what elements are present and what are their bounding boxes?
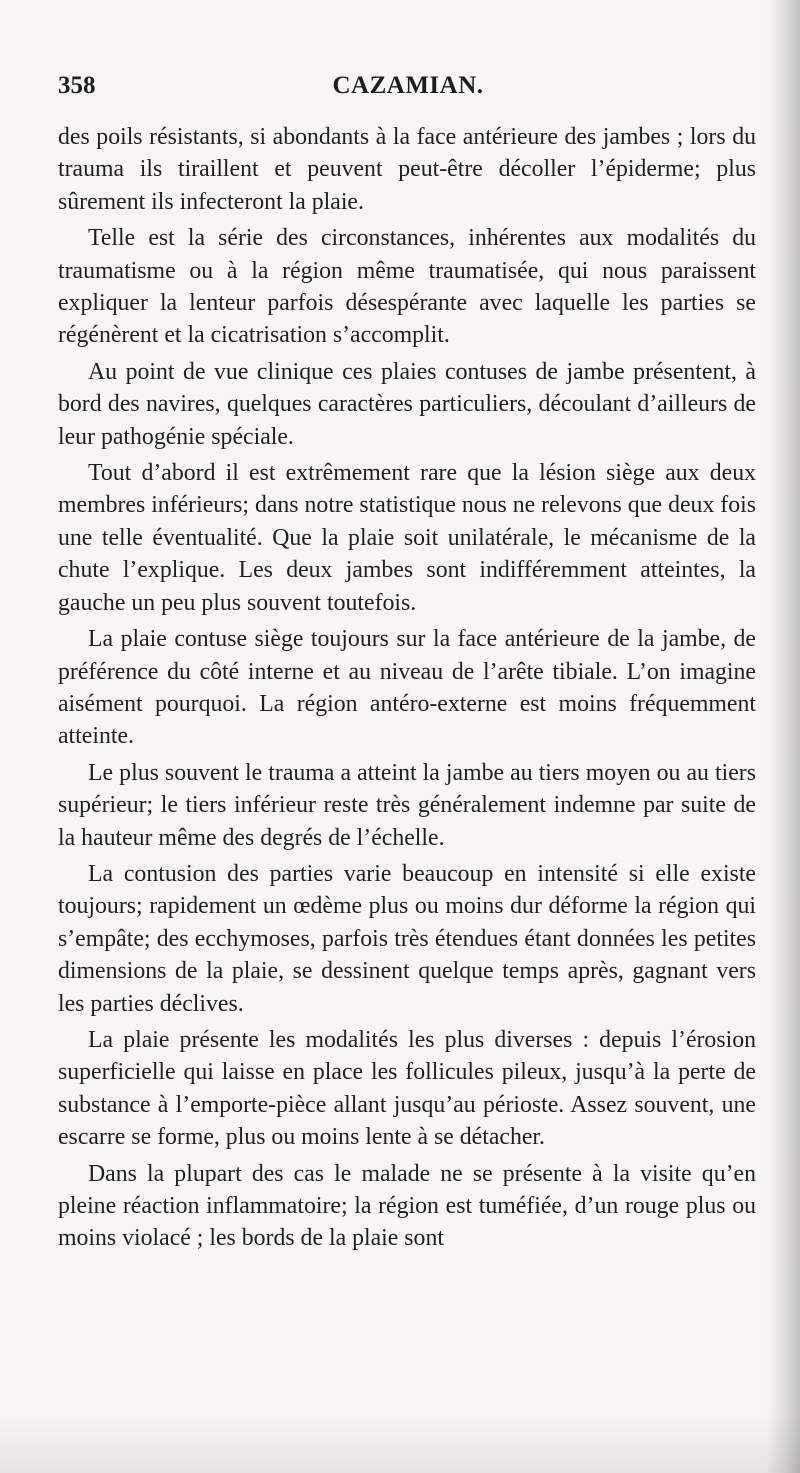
page-number: 358 [58, 72, 96, 99]
page-bottom-shade [0, 1413, 800, 1473]
page-header [58, 72, 758, 108]
paragraph: Telle est la série des circonstances, inhérentes aux modalités du traumatisme ou à la région même traumatisée, qui nous paraissent expliquer la lenteur parfois désespérante avec laquelle les parties se régénèrent et la cicatrisation s’accomplit. [58, 225, 756, 349]
paragraph: Dans la plupart des cas le malade ne se présente à la visite qu’en pleine réaction inflammatoire; la région est tuméfiée, d’un rouge plus ou moins violacé ; les bords de la plaie sont [58, 1160, 756, 1252]
paragraph: La plaie présente les modalités les plus diverses : depuis l’érosion superficielle qui laisse en place les follicules pileux, jusqu’à la perte de substance à l’emporte-pièce allant jusqu’au périoste. Assez souvent, une escarre se forme, plus ou moins lente à se détacher. [58, 1026, 756, 1151]
paragraph: Le plus souvent le trauma a atteint la jambe au tiers moyen ou au tiers supérieur; le tiers inférieur reste très généralement indemne par suite de la hauteur même des degrés de l’échelle. [58, 759, 756, 851]
paragraph: Tout d’abord il est extrêmement rare que la lésion siège aux deux membres inférieurs; dans notre statistique nous ne relevons que deux fois une telle éventualité. Que la plaie soit unilatérale, le mécanisme de la chute l’explique. Les deux jambes sont indifféremment atteintes, la gauche un peu plus souvent toutefois. [58, 460, 756, 616]
paragraph-continued: des poils résistants, si abondants à la face antérieure des jambes ; lors du trauma ils tiraillent et peuvent peut-être décoller l’épiderme; plus sûrement ils infecteront la plaie. [58, 124, 756, 215]
paragraph: La contusion des parties varie beaucoup en intensité si elle existe toujours; rapidement un œdème plus ou moins dur déforme la région qui s’empâte; des ecchymoses, parfois très étendues étant données les petites dimensions de la plaie, se dessinent quelque temps après, gagnant vers les parties déclives. [58, 860, 756, 1017]
page-body [58, 121, 756, 1259]
page-edge-shadow [766, 0, 800, 1473]
paragraph: La plaie contuse siège toujours sur la face antérieure de la jambe, de préférence du côté interne et au niveau de l’arête tibiale. L’on imagine aisément pourquoi. La région antéro-externe est moins fréquemment atteinte. [58, 626, 756, 750]
running-head: CAZAMIAN. [332, 72, 484, 99]
paragraph: Au point de vue clinique ces plaies contuses de jambe présentent, à bord des navires, quelques caractères particuliers, découlant d’ailleurs de leur pathogénie spéciale. [58, 358, 756, 450]
